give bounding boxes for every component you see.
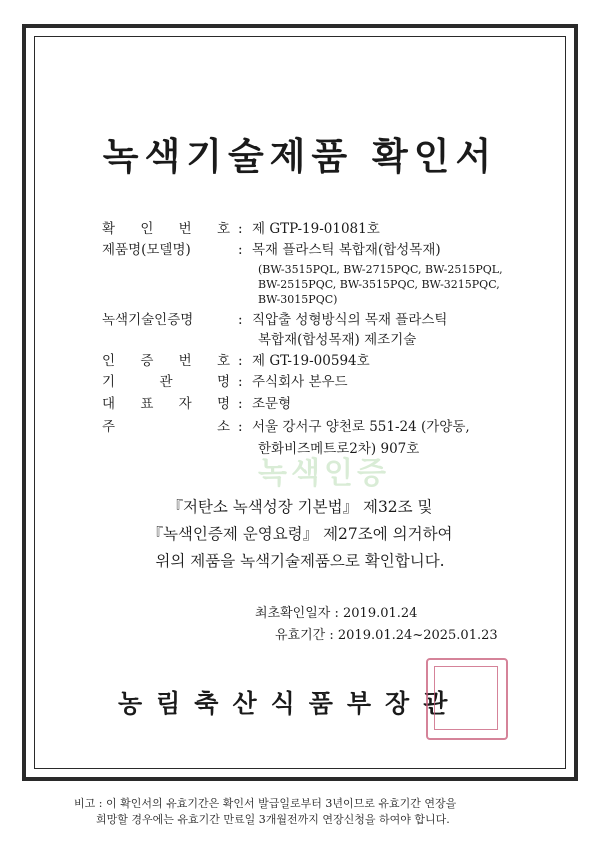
confirm-number-row: 확 인 번 호 : 제 GTP-19-01081호 xyxy=(102,221,380,237)
green-cert-watermark: 녹색인증 xyxy=(258,456,390,491)
label-char: 증 xyxy=(140,353,154,369)
label-char: 표 xyxy=(140,396,154,412)
note-line-1: 비고 : 이 확인서의 유효기간은 확인서 발급일로부터 3년이므로 유효기간 연장을 xyxy=(74,797,457,810)
official-seal-stamp xyxy=(426,658,508,740)
ceo-row: 대 표 자 명 : 조문형 xyxy=(102,396,292,412)
validity-value: 2019.01.24~2025.01.23 xyxy=(337,628,498,643)
product-value: 목재 플라스틱 복합재(합성목재) xyxy=(252,242,441,258)
model-line-1: (BW-3515PQL, BW-2715PQC, BW-2515PQL, xyxy=(258,263,503,276)
agency-row: 기 관 명 : 주식회사 본우드 xyxy=(102,374,348,390)
label-char: 기 xyxy=(102,374,116,390)
label-char: 인 xyxy=(140,221,154,237)
label-char: 확 xyxy=(102,221,116,237)
first-confirm-label: 최초확인일자 xyxy=(255,606,331,621)
label-char: 호 xyxy=(216,353,230,369)
label-char: 대 xyxy=(102,396,116,412)
cert-number-row: 인 증 번 호 : 제 GT-19-00594호 xyxy=(102,353,370,369)
label-char: 명 xyxy=(216,396,230,412)
cert-name-value-1: 직압출 성형방식의 목재 플라스틱 xyxy=(252,312,448,328)
label-char: 호 xyxy=(216,221,230,237)
product-row: 제품명(모델명) : 목재 플라스틱 복합재(합성목재) xyxy=(102,242,441,258)
cert-name-value-2: 복합재(합성목재) 제조기술 xyxy=(258,332,417,348)
first-confirm-date: 최초확인일자 : 2019.01.24 xyxy=(255,606,418,621)
agency-value: 주식회사 본우드 xyxy=(252,374,348,390)
cert-name-label: 녹색기술인증명 xyxy=(102,312,194,328)
label-char: 명 xyxy=(216,374,230,390)
address-value-2: 한화비즈메트로2차) 907호 xyxy=(258,441,420,457)
statement-line-2: 『녹색인증제 운영요령』 제27조에 의거하여 xyxy=(147,525,453,543)
validity-label: 유효기간 xyxy=(275,628,326,643)
ceo-value: 조문형 xyxy=(252,396,292,412)
statement-line-1: 『저탄소 녹색성장 기본법』 제32조 및 xyxy=(167,498,433,516)
label-char: 번 xyxy=(178,221,192,237)
label-char: 주 xyxy=(102,419,116,435)
seal-inner-border xyxy=(434,666,498,730)
statement-line-3: 위의 제품을 녹색기술제품으로 확인합니다. xyxy=(155,552,445,570)
confirm-number-value: 제 GTP-19-01081호 xyxy=(252,221,380,237)
note-line-2: 희망할 경우에는 유효기간 만료일 3개월전까지 연장신청을 하여야 합니다. xyxy=(96,813,450,826)
model-line-3: BW-3015PQC) xyxy=(258,293,338,306)
address-value-1: 서울 강서구 양천로 551-24 (가양동, xyxy=(252,419,470,435)
product-label: 제품명(모델명) xyxy=(102,242,191,258)
issuer-ministry: 농림축산식품부장관 xyxy=(118,689,462,718)
first-confirm-value: 2019.01.24 xyxy=(343,606,418,621)
cert-name-row: 녹색기술인증명 : 직압출 성형방식의 목재 플라스틱 xyxy=(102,312,448,328)
model-line-2: BW-2515PQC, BW-3515PQC, BW-3215PQC, xyxy=(258,278,500,291)
validity-period: 유효기간 : 2019.01.24~2025.01.23 xyxy=(275,628,498,643)
label-char: 번 xyxy=(178,353,192,369)
address-row: 주 소 : 서울 강서구 양천로 551-24 (가양동, xyxy=(102,419,470,435)
label-char: 소 xyxy=(216,419,230,435)
label-char: 인 xyxy=(102,353,116,369)
document-title: 녹색기술제품 확인서 xyxy=(102,134,498,178)
label-char: 관 xyxy=(159,374,173,390)
label-char: 자 xyxy=(178,396,192,412)
cert-number-value: 제 GT-19-00594호 xyxy=(252,353,370,369)
